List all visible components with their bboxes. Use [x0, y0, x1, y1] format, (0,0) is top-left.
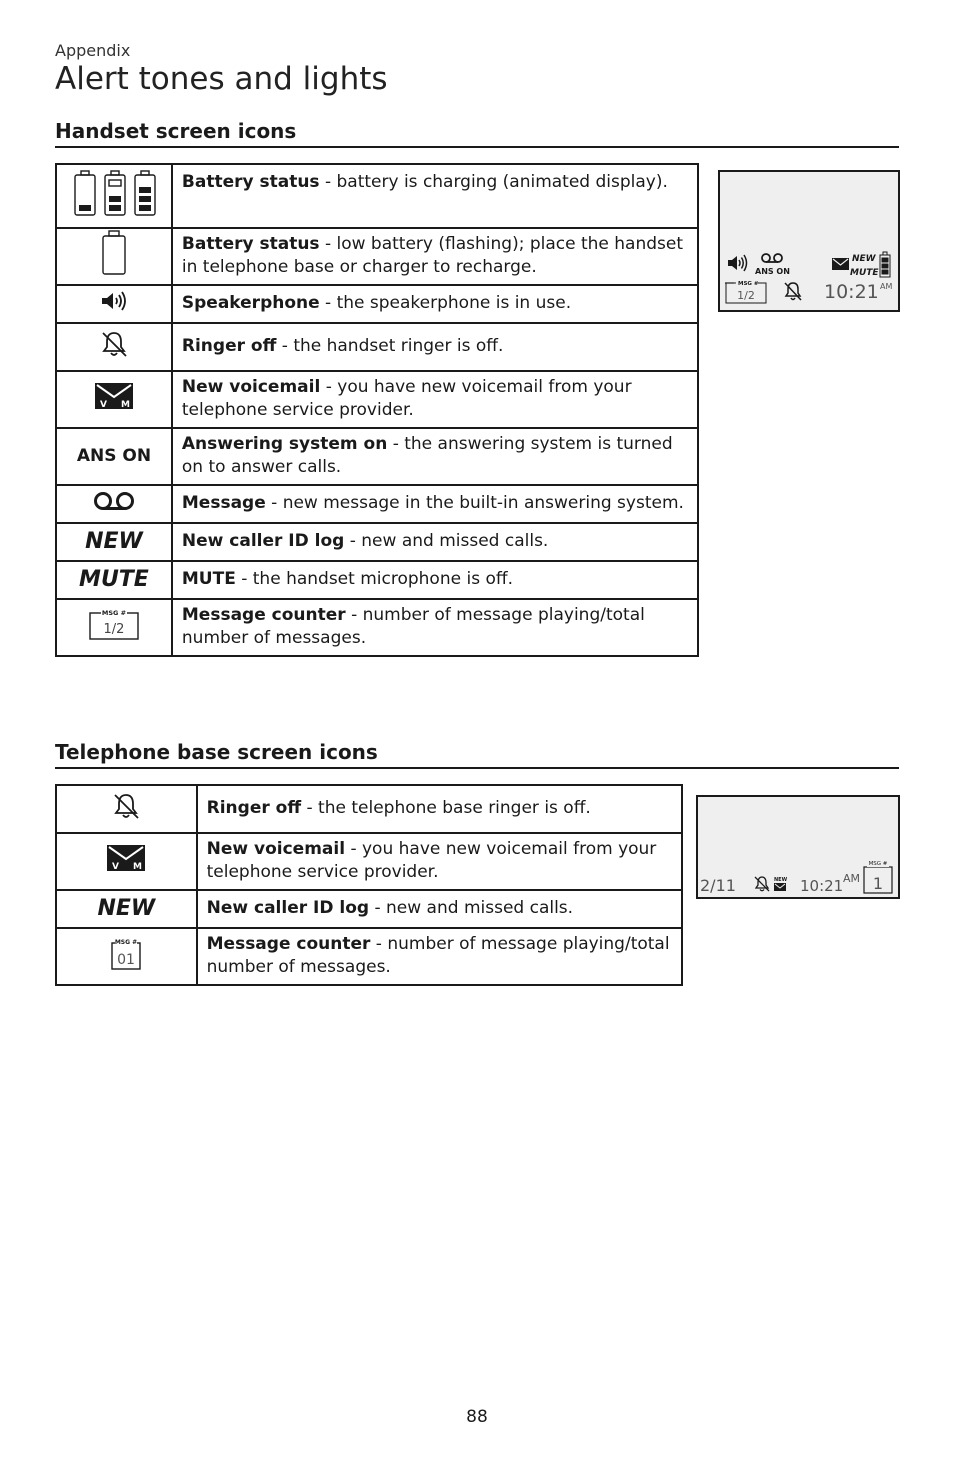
- ringer-off-icon: [56, 323, 172, 371]
- ringer-off-icon: [755, 877, 769, 891]
- table-row: [56, 164, 698, 228]
- row-description: MUTE - the handset microphone is off.: [172, 561, 698, 599]
- new-voicemail-icon: [56, 833, 197, 890]
- mute-label: MUTE: [79, 566, 149, 592]
- handset-section-title: Handset screen icons: [55, 119, 297, 143]
- page-number: 88: [466, 1407, 488, 1427]
- screen-ans-on: ANS ON: [755, 267, 790, 276]
- row-description: New caller ID log - new and missed calls.: [197, 890, 682, 928]
- screen-message-counter: [725, 279, 766, 303]
- table-row: [56, 485, 698, 523]
- handset-icons-table: [55, 163, 699, 657]
- base-screen-display: [696, 795, 900, 899]
- row-description: Ringer off - the telephone base ringer is off.: [197, 785, 682, 833]
- speakerphone-icon: [56, 285, 172, 323]
- table-row: [56, 371, 698, 428]
- svg-text:1/2: 1/2: [737, 289, 755, 302]
- row-description: Battery status - low battery (flashing); place the handset in telephone base or charger to recharge.: [172, 228, 698, 285]
- msg-counter-label: MSG #: [115, 939, 138, 946]
- screen-new: NEW: [774, 877, 788, 883]
- ans-on-label: ANS ON: [76, 446, 152, 466]
- base-icons-table: [55, 784, 683, 986]
- svg-text:M: M: [133, 862, 143, 872]
- msg-counter-value: 01: [117, 952, 136, 968]
- table-row: [56, 833, 682, 890]
- new-label: NEW: [85, 528, 143, 554]
- row-description: Message - new message in the built-in answering system.: [172, 485, 698, 523]
- table-row: [56, 928, 682, 985]
- row-description: New voicemail - you have new voicemail from your telephone service provider.: [172, 371, 698, 428]
- new-label: NEW: [97, 895, 156, 921]
- svg-text:M: M: [120, 400, 130, 410]
- svg-text:MSG #: MSG #: [868, 861, 888, 867]
- battery-icon: [880, 252, 890, 277]
- svg-text:V: V: [99, 400, 107, 410]
- svg-text:MSG #: MSG #: [738, 281, 759, 287]
- row-description: Message counter - number of message playing/total number of messages.: [197, 928, 682, 985]
- message-icon: [56, 485, 172, 523]
- svg-text:1: 1: [872, 874, 884, 893]
- new-voicemail-icon: [832, 258, 849, 270]
- screen-time: 10:21: [800, 877, 844, 895]
- ringer-off-icon: [785, 283, 801, 300]
- row-description: New caller ID log - new and missed calls.: [172, 523, 698, 561]
- new-voicemail-icon: [56, 371, 172, 428]
- page-title: Alert tones and lights: [55, 61, 388, 97]
- msg-counter-label: MSG #: [101, 609, 127, 617]
- message-counter-icon: [56, 928, 197, 985]
- table-row: [56, 523, 698, 561]
- row-description: Battery status - battery is charging (animated display).: [172, 164, 698, 228]
- screen-new: NEW: [852, 254, 876, 264]
- table-row: [56, 228, 698, 285]
- svg-text:V: V: [112, 862, 120, 872]
- row-description: Answering system on - the answering system is turned on to answer calls.: [172, 428, 698, 485]
- table-row: [56, 785, 682, 833]
- ans-on-icon: [56, 428, 172, 485]
- breadcrumb: Appendix: [55, 41, 131, 60]
- row-description: Speakerphone - the speakerphone is in use.: [172, 285, 698, 323]
- speakerphone-icon: [728, 255, 747, 271]
- new-voicemail-icon: [774, 883, 786, 891]
- table-row: [56, 890, 682, 928]
- handset-section-rule: [55, 146, 899, 148]
- table-row: [56, 599, 698, 656]
- screen-time: 10:21: [824, 281, 879, 303]
- table-row: [56, 323, 698, 371]
- screen-ampm: AM: [880, 282, 893, 291]
- row-description: Ringer off - the handset ringer is off.: [172, 323, 698, 371]
- base-section-rule: [55, 767, 899, 769]
- table-row: [56, 285, 698, 323]
- battery-low-icon: [56, 228, 172, 285]
- row-description: New voicemail - you have new voicemail from your telephone service provider.: [197, 833, 682, 890]
- row-description: Message counter - number of message playing/total number of messages.: [172, 599, 698, 656]
- ringer-off-icon: [56, 785, 197, 833]
- screen-ampm: AM: [843, 872, 861, 885]
- battery-charging-icon: [56, 164, 172, 228]
- msg-counter-value: 1/2: [103, 622, 125, 637]
- screen-mute: MUTE: [850, 268, 879, 278]
- message-icon: [762, 254, 782, 262]
- screen-message-counter: [864, 859, 892, 893]
- new-icon: [56, 523, 172, 561]
- table-row: [56, 561, 698, 599]
- base-section-title: Telephone base screen icons: [55, 740, 378, 764]
- handset-screen-display: [718, 170, 900, 312]
- message-counter-icon: [56, 599, 172, 656]
- table-row: [56, 428, 698, 485]
- new-icon: [56, 890, 197, 928]
- screen-counter: 2/11: [700, 876, 736, 895]
- mute-icon: [56, 561, 172, 599]
